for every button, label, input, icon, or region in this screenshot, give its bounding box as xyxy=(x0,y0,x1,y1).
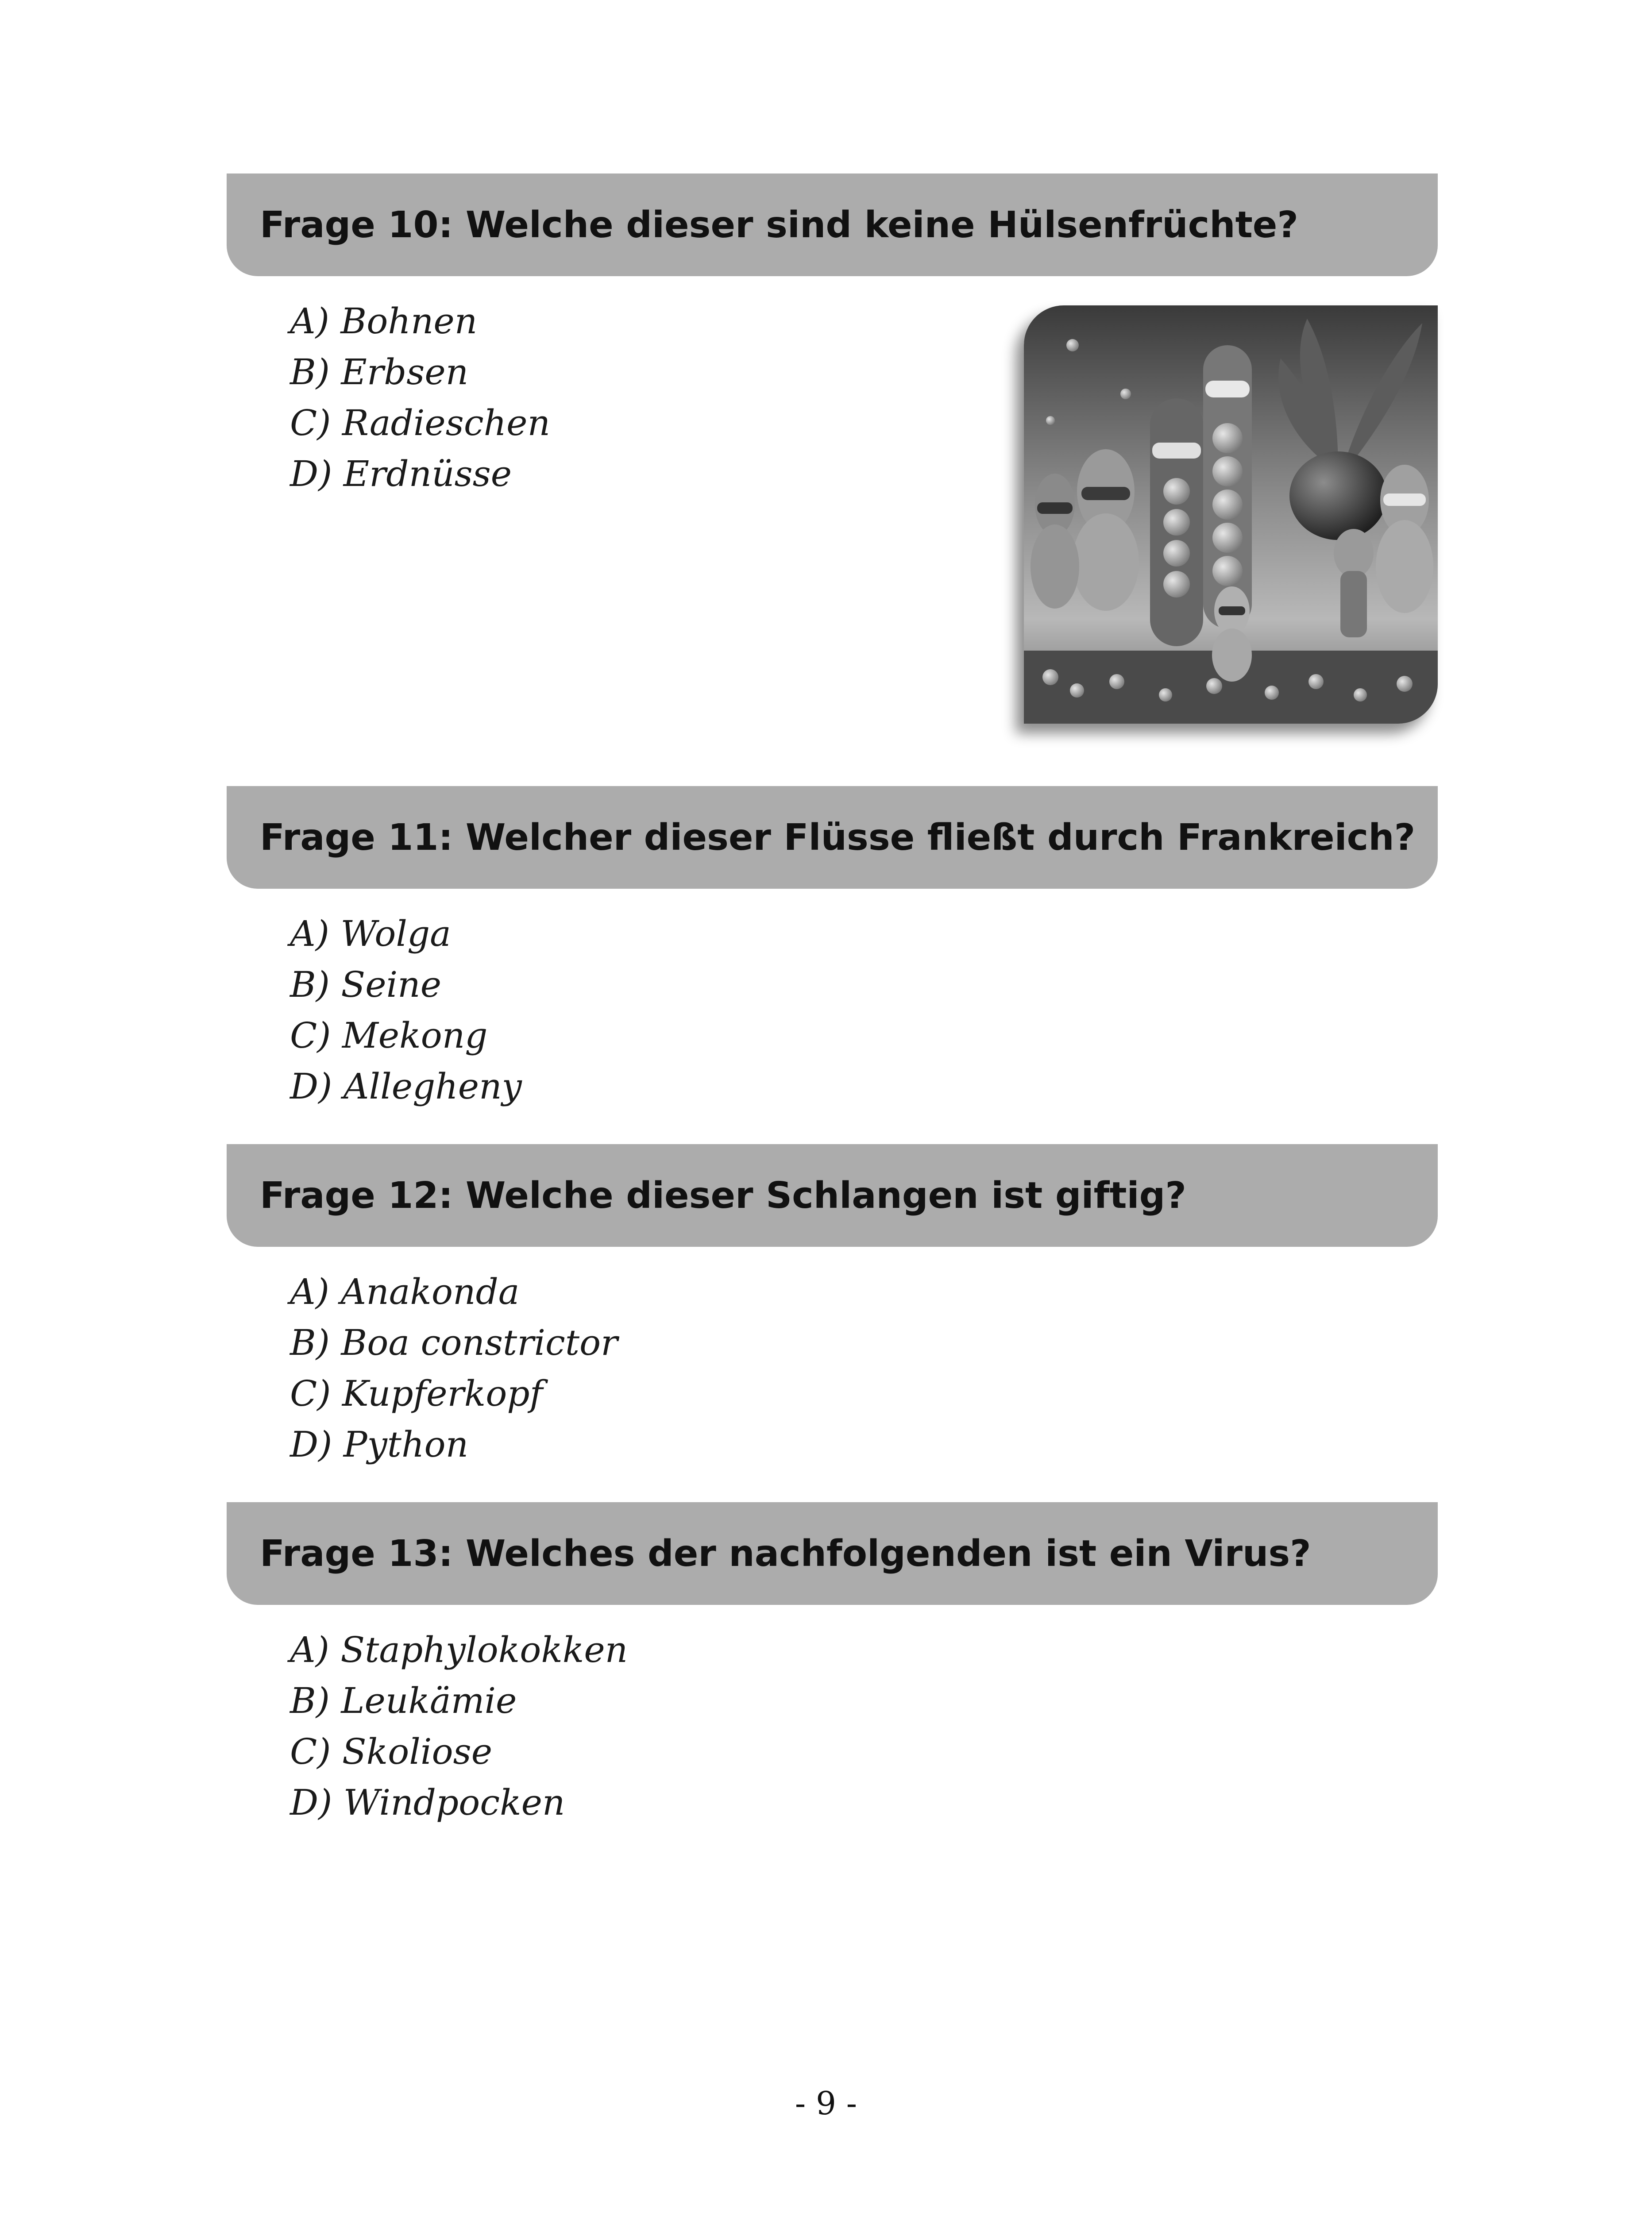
question-10-title: Frage 10: Welche dieser sind keine Hülsenfrüchte? xyxy=(260,204,1298,246)
question-11-answers xyxy=(290,908,522,1112)
answer-option: C) Skoliose xyxy=(290,1731,493,1772)
answer-option: D) Erdnüsse xyxy=(290,453,512,494)
answer-option: B) Erbsen xyxy=(290,351,469,393)
question-12-title: Frage 12: Welche dieser Schlangen ist giftig? xyxy=(260,1174,1186,1217)
question-10-answers xyxy=(290,296,550,499)
answer-option: D) Windpocken xyxy=(290,1782,565,1823)
answer-option: A) Bohnen xyxy=(290,301,478,342)
answer-option: C) Kupferkopf xyxy=(290,1373,543,1414)
question-12-answers xyxy=(290,1266,618,1470)
question-11-header xyxy=(227,786,1438,889)
question-10-header xyxy=(227,173,1438,276)
legume-superheroes-illustration xyxy=(1024,305,1438,724)
question-13-answers xyxy=(290,1624,628,1828)
answer-option: B) Seine xyxy=(290,964,442,1005)
question-11-title: Frage 11: Welcher dieser Flüsse fließt durch Frankreich? xyxy=(260,816,1416,859)
answer-option: A) Wolga xyxy=(290,913,451,954)
question-13-title: Frage 13: Welches der nachfolgenden ist ein Virus? xyxy=(260,1532,1311,1575)
question-13-header xyxy=(227,1502,1438,1605)
answer-option: B) Boa constrictor xyxy=(290,1322,618,1363)
answer-option: D) Python xyxy=(290,1424,469,1465)
answer-option: B) Leukämie xyxy=(290,1680,517,1721)
page-number: - 9 - xyxy=(795,2085,857,2122)
answer-option: A) Anakonda xyxy=(290,1271,520,1312)
question-12-header xyxy=(227,1144,1438,1247)
answer-option: C) Mekong xyxy=(290,1015,488,1056)
answer-option: C) Radieschen xyxy=(290,402,551,443)
answer-option: A) Staphylokokken xyxy=(290,1629,628,1670)
answer-option: D) Allegheny xyxy=(290,1066,522,1107)
